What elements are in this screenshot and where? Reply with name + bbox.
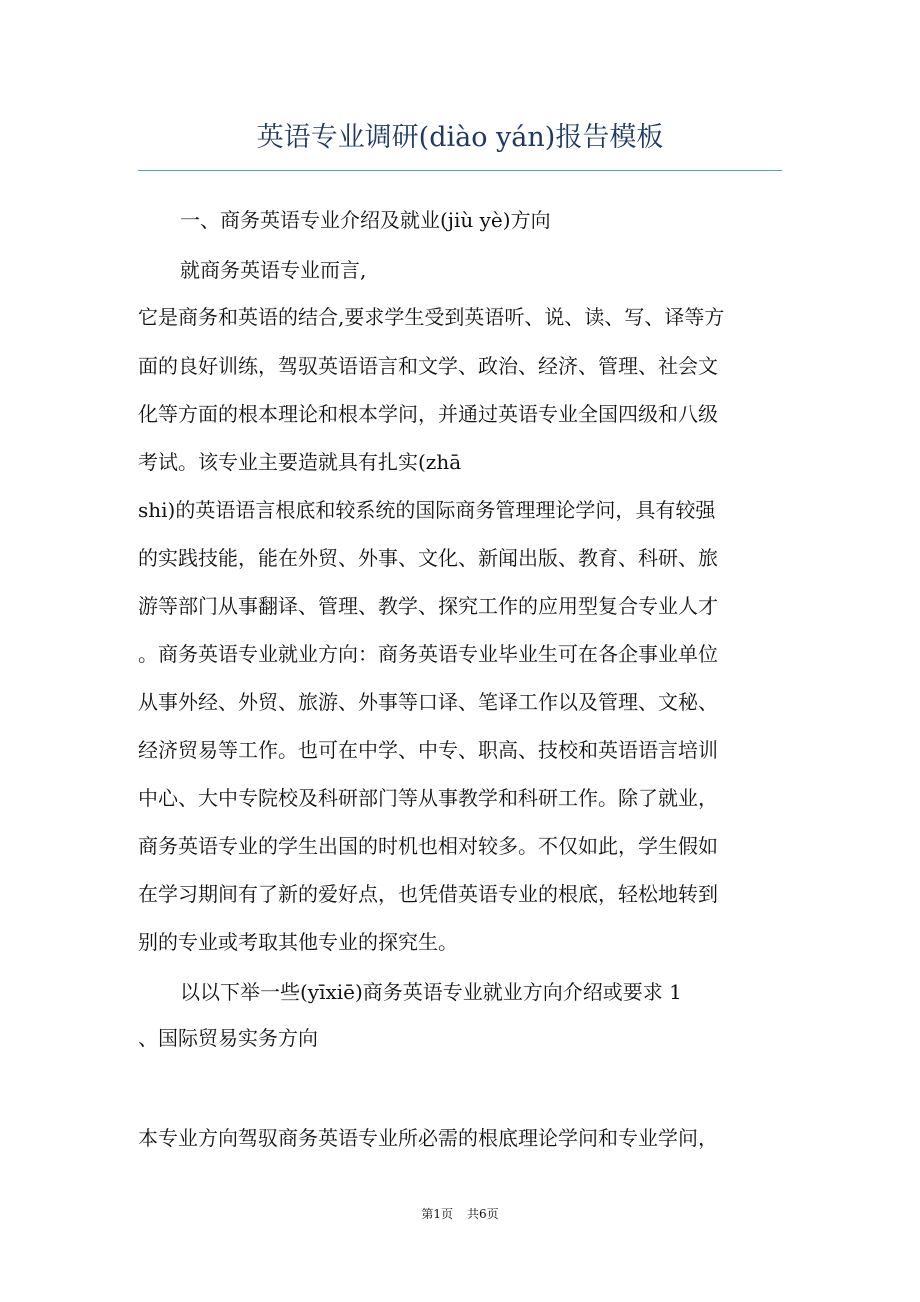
page-footer (0, 1206, 920, 1222)
paragraph-line: 别的专业或考取其他专业的探究生。 (138, 930, 458, 954)
paragraph-line: 化等方面的根本理论和根本学问，并通过英语专业全国四级和八级 (138, 402, 718, 426)
paragraph-line: 经济贸易等工作。也可在中学、中专、职高、技校和英语语言培训 (138, 738, 718, 762)
paragraph-line: shi)的英语语言根底和较系统的国际商务管理理论学问，具有较强 (138, 498, 716, 522)
paragraph-line: 在学习期间有了新的爱好点，也凭借英语专业的根底，轻松地转到 (138, 882, 718, 906)
paragraph-line: 考试。该专业主要造就具有扎实(zhā (138, 450, 462, 474)
paragraph-line: 中心、大中专院校及科研部门等从事教学和科研工作。除了就业， (138, 786, 718, 810)
page-number: 第1页 (421, 1207, 453, 1221)
paragraph-line: 本专业方向驾驭商务英语专业所必需的根底理论学问和专业学问， (138, 1126, 718, 1150)
paragraph-line: 的实践技能，能在外贸、外事、文化、新闻出版、教育、科研、旅 (138, 546, 718, 570)
paragraph-line: 以以下举一些(yīxiē)商务英语专业就业方向介绍或要求 1 (180, 980, 682, 1004)
paragraph-line: 就商务英语专业而言, (180, 258, 367, 282)
page-total: 共6页 (467, 1207, 499, 1221)
title-underline (138, 170, 782, 171)
section-heading: 一、商务英语专业介绍及就业(jiù yè)方向 (180, 208, 551, 232)
paragraph-line: 。商务英语专业就业方向：商务英语专业毕业生可在各企事业单位 (138, 642, 718, 666)
paragraph-line: 从事外经、外贸、旅游、外事等口译、笔译工作以及管理、文秘、 (138, 690, 718, 714)
document-title: 英语专业调研(diào yán)报告模板 (256, 122, 664, 153)
paragraph-line: 它是商务和英语的结合,要求学生受到英语听、说、读、写、译等方 (138, 305, 725, 329)
subsection-heading: 、国际贸易实务方向 (138, 1026, 318, 1050)
paragraph-line: 面的良好训练，驾驭英语语言和文学、政治、经济、管理、社会文 (138, 354, 718, 378)
paragraph-line: 游等部门从事翻译、管理、教学、探究工作的应用型复合专业人才 (138, 594, 718, 618)
paragraph-line: 商务英语专业的学生出国的时机也相对较多。不仅如此，学生假如 (138, 834, 718, 858)
